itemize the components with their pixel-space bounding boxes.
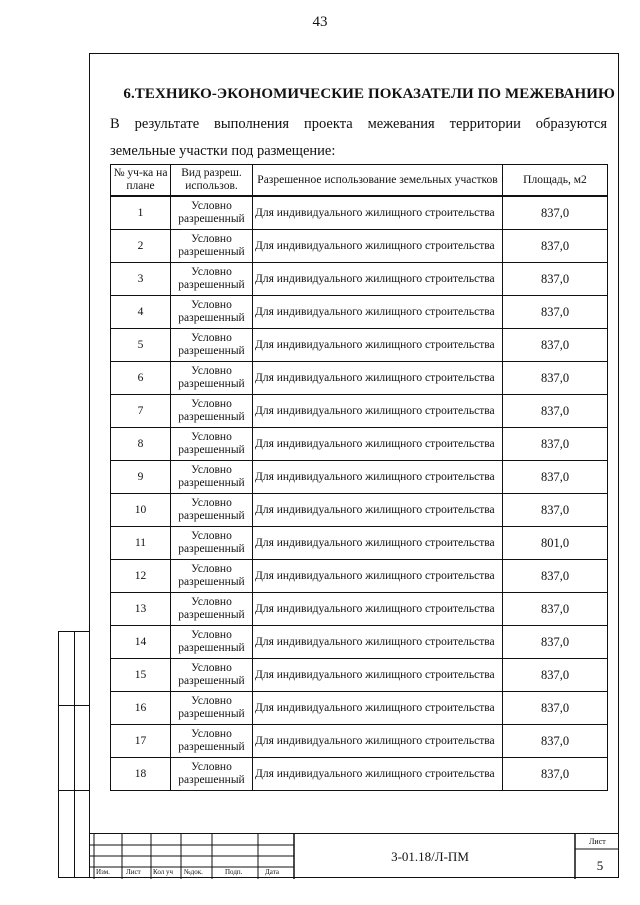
permitted-kind-cell: Условно разрешенный bbox=[171, 196, 253, 230]
area-cell: 837,0 bbox=[503, 329, 608, 362]
table-row bbox=[111, 461, 608, 494]
area-cell: 837,0 bbox=[503, 263, 608, 296]
table-row bbox=[111, 362, 608, 395]
area-cell: 837,0 bbox=[503, 560, 608, 593]
land-plots-table bbox=[110, 164, 608, 791]
area-cell: 837,0 bbox=[503, 659, 608, 692]
area-cell: 837,0 bbox=[503, 461, 608, 494]
plot-number-cell: 18 bbox=[111, 758, 171, 791]
page-number: 43 bbox=[312, 14, 328, 30]
plot-number-cell: 9 bbox=[111, 461, 171, 494]
permitted-kind-cell: Условно разрешенный bbox=[171, 263, 253, 296]
permitted-use-cell: Для индивидуального жилищного строительства bbox=[253, 428, 503, 461]
permitted-kind-cell: Условно разрешенный bbox=[171, 626, 253, 659]
permitted-kind-cell: Условно разрешенный bbox=[171, 692, 253, 725]
table-row bbox=[111, 626, 608, 659]
permitted-use-cell: Для индивидуального жилищного строительства bbox=[253, 560, 503, 593]
area-cell: 837,0 bbox=[503, 230, 608, 263]
header-permitted-kind: Вид разреш. использов. bbox=[171, 165, 253, 197]
plot-number-cell: 8 bbox=[111, 428, 171, 461]
plot-number-cell: 10 bbox=[111, 494, 171, 527]
permitted-use-cell: Для индивидуального жилищного строительства bbox=[253, 196, 503, 230]
plot-number-cell: 11 bbox=[111, 527, 171, 560]
permitted-kind-cell: Условно разрешенный bbox=[171, 527, 253, 560]
permitted-use-cell: Для индивидуального жилищного строительства bbox=[253, 263, 503, 296]
area-cell: 837,0 bbox=[503, 196, 608, 230]
permitted-kind-cell: Условно разрешенный bbox=[171, 296, 253, 329]
intro-paragraph-line-2: земельные участки под размещение: bbox=[110, 143, 336, 159]
plot-number-cell: 7 bbox=[111, 395, 171, 428]
permitted-kind-cell: Условно разрешенный bbox=[171, 758, 253, 791]
table-row bbox=[111, 593, 608, 626]
permitted-kind-cell: Условно разрешенный bbox=[171, 362, 253, 395]
table-row bbox=[111, 725, 608, 758]
permitted-use-cell: Для индивидуального жилищного строительства bbox=[253, 758, 503, 791]
area-cell: 837,0 bbox=[503, 692, 608, 725]
plot-number-cell: 2 bbox=[111, 230, 171, 263]
table-row bbox=[111, 263, 608, 296]
area-cell: 837,0 bbox=[503, 593, 608, 626]
permitted-use-cell: Для индивидуального жилищного строительства bbox=[253, 725, 503, 758]
table-row bbox=[111, 230, 608, 263]
area-cell: 801,0 bbox=[503, 527, 608, 560]
table-row bbox=[111, 395, 608, 428]
area-cell: 837,0 bbox=[503, 725, 608, 758]
plot-number-cell: 1 bbox=[111, 196, 171, 230]
table-row bbox=[111, 494, 608, 527]
permitted-kind-cell: Условно разрешенный bbox=[171, 725, 253, 758]
permitted-kind-cell: Условно разрешенный bbox=[171, 659, 253, 692]
permitted-use-cell: Для индивидуального жилищного строительства bbox=[253, 659, 503, 692]
table-row bbox=[111, 329, 608, 362]
document-code: 3-01.18/Л-ПМ bbox=[391, 849, 469, 864]
permitted-use-cell: Для индивидуального жилищного строительства bbox=[253, 329, 503, 362]
plot-number-cell: 16 bbox=[111, 692, 171, 725]
area-cell: 837,0 bbox=[503, 626, 608, 659]
header-area: Площадь, м2 bbox=[503, 165, 608, 197]
plot-number-cell: 14 bbox=[111, 626, 171, 659]
permitted-use-cell: Для индивидуального жилищного строительства bbox=[253, 461, 503, 494]
permitted-kind-cell: Условно разрешенный bbox=[171, 395, 253, 428]
table-header-row bbox=[111, 165, 608, 197]
plot-number-cell: 12 bbox=[111, 560, 171, 593]
plot-number-cell: 3 bbox=[111, 263, 171, 296]
col-label-count: Кол уч bbox=[153, 868, 173, 876]
table-row bbox=[111, 692, 608, 725]
permitted-kind-cell: Условно разрешенный bbox=[171, 428, 253, 461]
permitted-use-cell: Для индивидуального жилищного строительства bbox=[253, 362, 503, 395]
permitted-kind-cell: Условно разрешенный bbox=[171, 560, 253, 593]
table-row bbox=[111, 659, 608, 692]
permitted-use-cell: Для индивидуального жилищного строительства bbox=[253, 395, 503, 428]
plot-number-cell: 5 bbox=[111, 329, 171, 362]
plot-number-cell: 13 bbox=[111, 593, 171, 626]
intro-paragraph-line-1: В результате выполнения проекта межевания территории образуются bbox=[110, 116, 607, 132]
permitted-use-cell: Для индивидуального жилищного строительства bbox=[253, 494, 503, 527]
permitted-use-cell: Для индивидуального жилищного строительства bbox=[253, 527, 503, 560]
table-body bbox=[111, 196, 608, 791]
table-row bbox=[111, 527, 608, 560]
permitted-use-cell: Для индивидуального жилищного строительства bbox=[253, 593, 503, 626]
table-row bbox=[111, 196, 608, 230]
permitted-kind-cell: Условно разрешенный bbox=[171, 329, 253, 362]
stamp-divider bbox=[59, 790, 89, 791]
permitted-use-cell: Для индивидуального жилищного строительства bbox=[253, 296, 503, 329]
permitted-kind-cell: Условно разрешенный bbox=[171, 230, 253, 263]
table-row bbox=[111, 560, 608, 593]
sheet-number: 5 bbox=[596, 858, 604, 873]
sheet-label: Лист bbox=[589, 837, 606, 846]
plot-number-cell: 4 bbox=[111, 296, 171, 329]
section-heading: 6.ТЕХНИКО-ЭКОНОМИЧЕСКИЕ ПОКАЗАТЕЛИ ПО МЕЖЕВАНИЮ bbox=[123, 86, 615, 102]
col-label-change: Изм. bbox=[96, 868, 110, 876]
table-row bbox=[111, 296, 608, 329]
area-cell: 837,0 bbox=[503, 362, 608, 395]
header-permitted-use: Разрешенное использование земельных участков bbox=[253, 165, 503, 197]
header-plot-number: № уч-ка на плане bbox=[111, 165, 171, 197]
table-row bbox=[111, 428, 608, 461]
area-cell: 837,0 bbox=[503, 758, 608, 791]
margin-stamp bbox=[58, 631, 89, 878]
permitted-kind-cell: Условно разрешенный bbox=[171, 494, 253, 527]
plot-number-cell: 17 bbox=[111, 725, 171, 758]
area-cell: 837,0 bbox=[503, 428, 608, 461]
permitted-use-cell: Для индивидуального жилищного строительства bbox=[253, 692, 503, 725]
col-label-doc: №док. bbox=[184, 868, 203, 876]
table-row bbox=[111, 758, 608, 791]
plot-number-cell: 6 bbox=[111, 362, 171, 395]
permitted-use-cell: Для индивидуального жилищного строительства bbox=[253, 230, 503, 263]
permitted-kind-cell: Условно разрешенный bbox=[171, 593, 253, 626]
col-label-signature: Подп. bbox=[225, 868, 243, 876]
permitted-use-cell: Для индивидуального жилищного строительства bbox=[253, 626, 503, 659]
area-cell: 837,0 bbox=[503, 296, 608, 329]
area-cell: 837,0 bbox=[503, 494, 608, 527]
stamp-divider bbox=[74, 632, 75, 877]
col-label-sheet: Лист bbox=[126, 868, 141, 876]
permitted-kind-cell: Условно разрешенный bbox=[171, 461, 253, 494]
area-cell: 837,0 bbox=[503, 395, 608, 428]
col-label-date: Дата bbox=[265, 868, 279, 876]
plot-number-cell: 15 bbox=[111, 659, 171, 692]
stamp-divider bbox=[59, 705, 89, 706]
